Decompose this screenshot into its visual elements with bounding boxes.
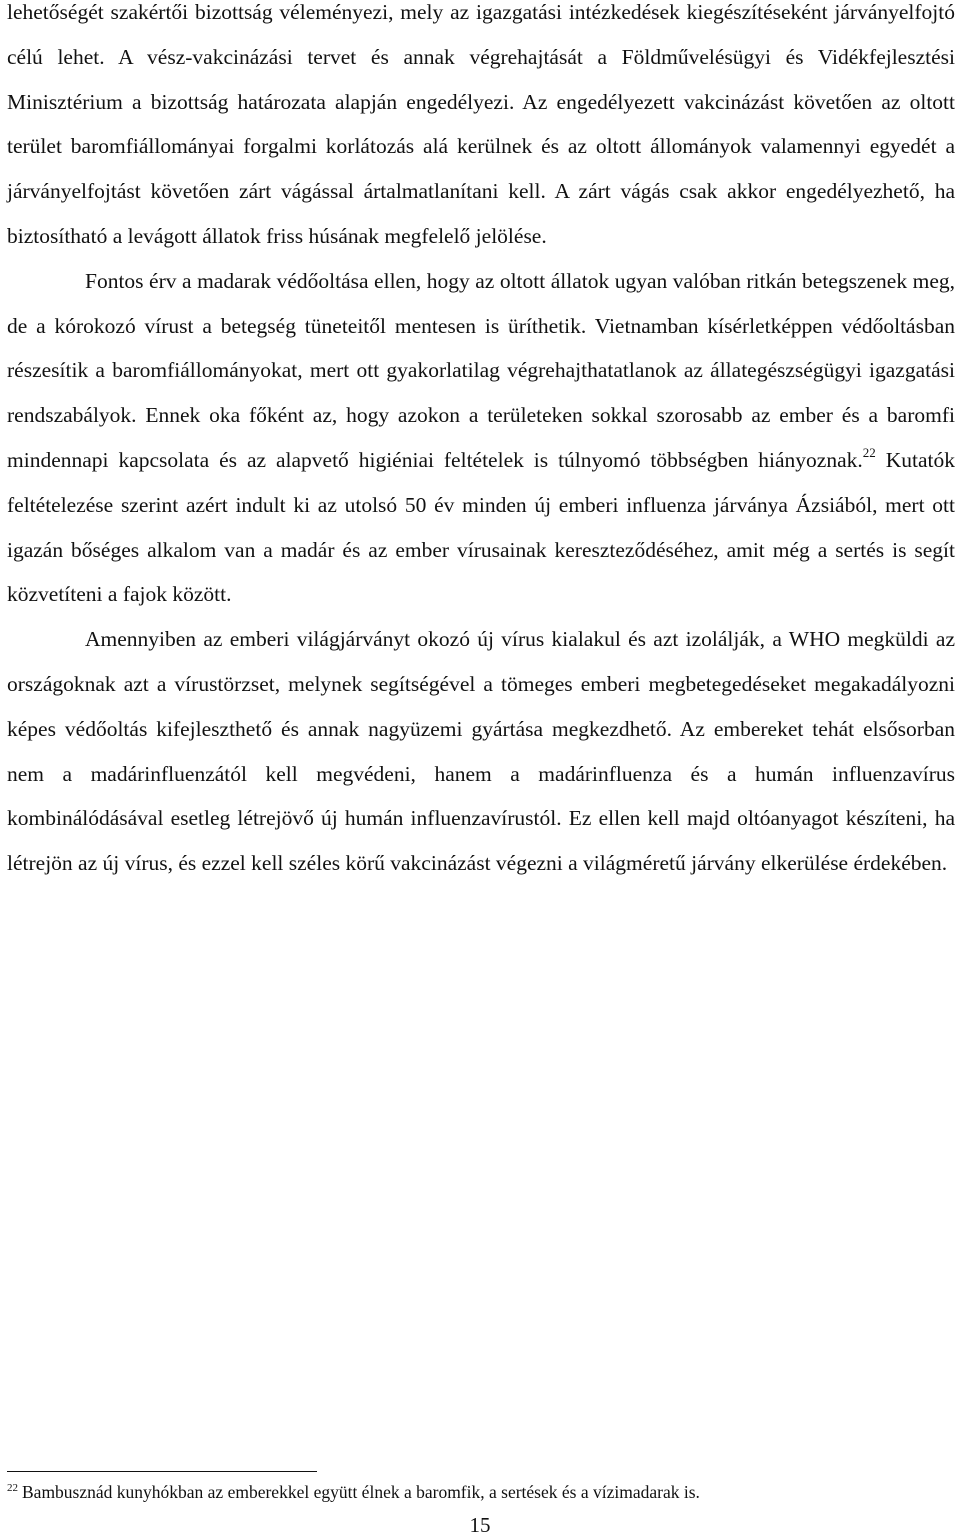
footnote <box>7 1480 955 1504</box>
page-number: 15 <box>469 1513 491 1537</box>
footnote-reference[interactable]: 22 <box>862 444 876 460</box>
paragraph-3 <box>7 617 955 886</box>
footnote-text: Bambusznád kunyhókban az emberekkel együtt élnek a baromfik, a sertések és a vízimadarak is. <box>22 1482 700 1502</box>
footnote-number: 22 <box>7 1482 18 1494</box>
paragraph-2 <box>7 259 955 617</box>
footnote-divider <box>7 1471 317 1472</box>
paragraph-2-text-after: Kutatók feltételezése szerint azért indult ki az utolsó 50 év minden új emberi influenza járványa Ázsiából, mert ott igazán bőséges alkalom van a madár és az ember vírusainak kereszteződéséhez, amit még a sertés is segít közvetíteni a fajok között. <box>7 447 955 607</box>
document-page <box>7 0 955 886</box>
paragraph-1 <box>7 0 955 259</box>
paragraph-3-text: Amennyiben az emberi világjárványt okozó új vírus kialakul és azt izolálják, a WHO megküldi az országoknak azt a vírustörzset, melynek segítségével a tömeges emberi megbetegedéseket megakadályozni képes védőoltás kifejleszthető és annak nagyüzemi gyártása megkezdhető. Az embereket tehát elsősorban nem a madárinfluenzától kell megvédeni, hanem a madárinfluenza és a humán influenzavírus kombinálódásával esetleg létrejövő új humán influenzavírustól. Ez ellen kell majd oltóanyagot készíteni, ha létrejön az új vírus, és ezzel kell széles körű vakcinázást végezni a világméretű járvány elkerülése érdekében. <box>7 627 955 876</box>
paragraph-2-text-before: Fontos érv a madarak védőoltása ellen, hogy az oltott állatok ugyan valóban ritkán betegszenek meg, de a kórokozó vírust a betegség tüneteitől mentesen is üríthetik. Vietnamban kísérletképpen védőoltásban részesítik a baromfiállományokat, mert ott gyakorlatilag végrehajthatatlanok az állategészségügyi igazgatási rendszabályok. Ennek oka főként az, hogy azokon a területeken sokkal szorosabb az ember és a baromfi mindennapi kapcsolata és az alapvető higiéniai feltételek is túlnyomó többségben hiányoznak. <box>7 268 955 472</box>
paragraph-1-text: lehetőségét szakértői bizottság véleményezi, mely az igazgatási intézkedések kiegészítéseként járványelfojtó célú lehet. A vész-vakcinázási tervet és annak végrehajtását a Földművelésügyi és Vidékfejlesztési Minisztérium a bizottság határozata alapján engedélyezi. Az engedélyezett vakcinázást követően az oltott terület baromfiállományai forgalmi korlátozás alá kerülnek és az oltott állományok valamennyi egyedét a járványelfojtást követően zárt vágással ártalmatlanítani kell. A zárt vágás csak akkor engedélyezhető, ha biztosítható a levágott állatok friss húsának megfelelő jelölése. <box>7 0 955 248</box>
